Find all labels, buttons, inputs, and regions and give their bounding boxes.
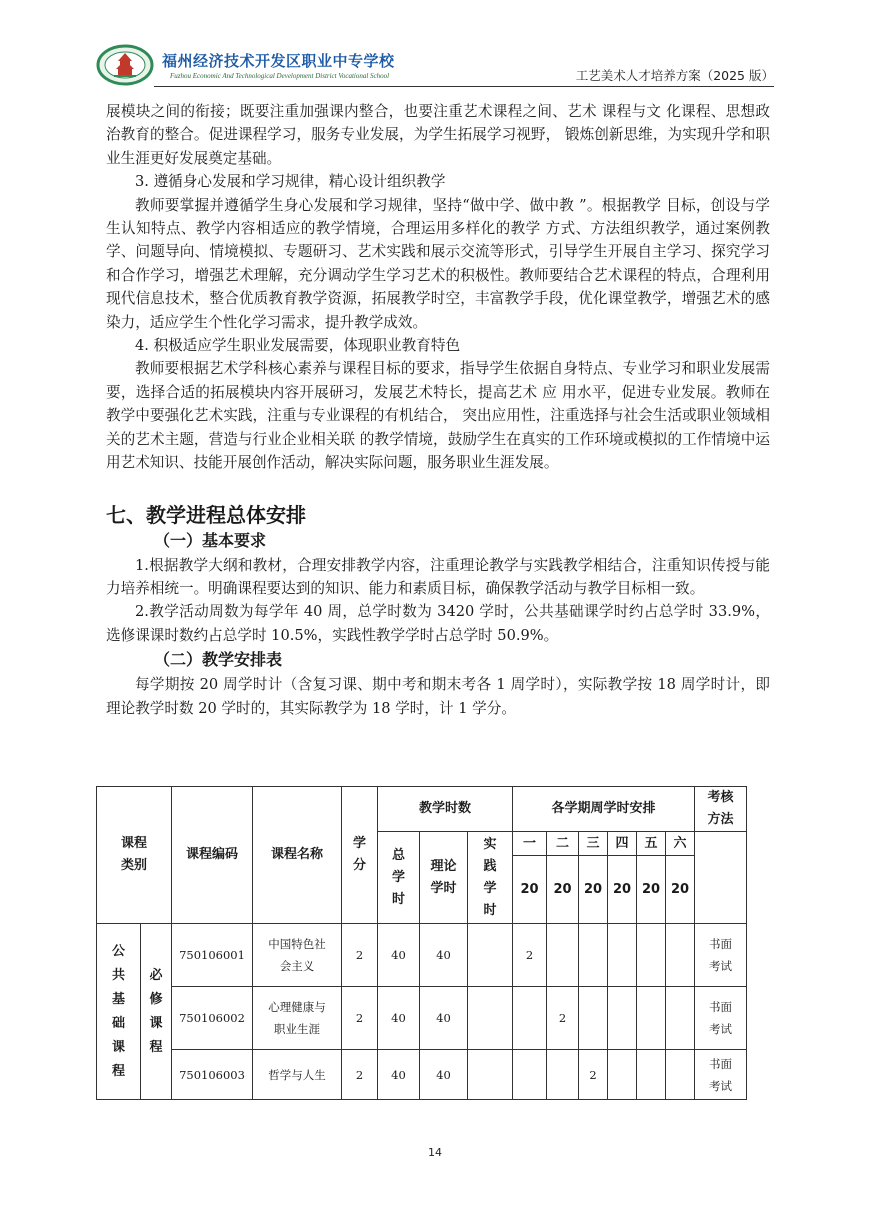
table-row (97, 924, 747, 987)
subsection-title: （一）基本要求 (154, 530, 267, 550)
header-theory: 理论学时 (420, 832, 468, 924)
semester-hours (637, 924, 666, 987)
header-semester-group: 各学期周学时安排 (513, 787, 695, 832)
header-code: 课程编码 (172, 787, 253, 924)
semester-hours: 2 (513, 924, 547, 987)
course-practice-hours (468, 924, 513, 987)
semester-weeks: 20 (637, 856, 666, 924)
page-number: 14 (428, 1146, 442, 1159)
semester-label: 四 (608, 832, 637, 856)
course-code: 750106002 (172, 987, 253, 1050)
header-name: 课程名称 (253, 787, 342, 924)
course-type: 必修课程 (141, 924, 172, 1100)
semester-hours: 2 (547, 987, 579, 1050)
semester-hours (637, 987, 666, 1050)
semester-hours (547, 1050, 579, 1100)
semester-hours (513, 987, 547, 1050)
header-total: 总学时 (378, 832, 420, 924)
requirement-item: 1.根据教学大纲和教材，合理安排教学内容，注重理论教学与实践教学相结合，注重知识传授与能力培养相统一。明确课程要达到的知识、能力和素质目标，确保教学活动与教学目标相一致。 (106, 556, 770, 597)
course-total-hours: 40 (378, 1050, 420, 1100)
header-divider (154, 86, 774, 87)
point-heading: 4. 积极适应学生职业发展需要，体现职业教育特色 (135, 337, 461, 355)
school-name-english: Fuzhou Economic And Technological Development District Vocational School (170, 72, 390, 80)
course-theory-hours: 40 (420, 1050, 468, 1100)
paragraph: 展模块之间的衔接；既要注重加强课内整合，也要注重艺术课程之间、艺术 课程与文 化课程、思想政治教育的整合。促进课程学习，服务专业发展，为学生拓展学习视野， 锻炼创新思维，为实现升学和职业生涯更好发展奠定基础。 (106, 103, 770, 167)
course-name: 心理健康与职业生涯 (253, 987, 342, 1050)
page-body (106, 100, 770, 720)
header-practice: 实践学时 (468, 832, 513, 924)
header-category: 课程类别 (97, 787, 172, 924)
table-row (97, 1050, 747, 1100)
course-theory-hours: 40 (420, 924, 468, 987)
paragraph: 教师要根据艺术学科核心素养与课程目标的要求，指导学生依据自身特点、专业学习和职业发展需要，选择合适的拓展模块内容开展研习，发展艺术特长，提高艺术 应 用水平，促进专业发展。教师在教学中要强化艺术实践，注重与专业课程的有机结合， 突出应用性，注重选择与社会生活或职业领域相关的艺术主题，营造与行业企业相关联 的教学情境，鼓励学生在真实的工作环境或模拟的工作情境中运用艺术知识、技能开展创作活动，解决实际问题，服务职业生涯发展。 (106, 360, 770, 472)
exam-method: 书面考试 (695, 924, 747, 987)
header-hours-group: 教学时数 (378, 787, 513, 832)
course-name: 哲学与人生 (253, 1050, 342, 1100)
course-credit: 2 (342, 924, 378, 987)
semester-weeks: 20 (547, 856, 579, 924)
course-code: 750106001 (172, 924, 253, 987)
paragraph: 教师要掌握并遵循学生身心发展和学习规律，坚持“做中学、做中教 ”。根据教学 目标，创设与学生认知特点、教学内容相适应的教学情境，合理运用多样化的教学 方式、方法组织教学，通过案例教学、问题导向、情境模拟、专题研习、艺术实践和展示交流等形式，引导学生开展自主学习、探究学习和合作学习，增强艺术理解，充分调动学生学习艺术的积极性。教师要结合艺术课程的特点，合理利用现代信息技术，整合优质教育教学资源，拓展教学时空，丰富教学手段，优化课堂教学，增强艺术的感染力，适应学生个性化学习需求，提升教学成效。 (106, 196, 770, 331)
semester-weeks: 20 (608, 856, 637, 924)
semester-label: 二 (547, 832, 579, 856)
page-header (96, 42, 774, 88)
course-total-hours: 40 (378, 987, 420, 1050)
semester-weeks: 20 (513, 856, 547, 924)
semester-hours (608, 924, 637, 987)
document-title: 工艺美术人才培养方案（2025 版） (575, 68, 774, 83)
course-name: 中国特色社会主义 (253, 924, 342, 987)
subsection-title: （二）教学安排表 (154, 650, 283, 670)
course-credit: 2 (342, 1050, 378, 1100)
semester-hours (579, 987, 608, 1050)
exam-method: 书面考试 (695, 1050, 747, 1100)
section-title: 七、教学进程总体安排 (106, 502, 306, 527)
course-theory-hours: 40 (420, 987, 468, 1050)
semester-hours (637, 1050, 666, 1100)
semester-hours (579, 924, 608, 987)
semester-hours (608, 1050, 637, 1100)
exam-method: 书面考试 (695, 987, 747, 1050)
semester-hours: 2 (579, 1050, 608, 1100)
semester-label: 一 (513, 832, 547, 856)
teaching-schedule-table (96, 786, 747, 1100)
semester-weeks: 20 (579, 856, 608, 924)
semester-hours (608, 987, 637, 1050)
point-heading: 3. 遵循身心发展和学习规律，精心设计组织教学 (135, 173, 446, 191)
semester-hours (547, 924, 579, 987)
course-practice-hours (468, 987, 513, 1050)
semester-weeks: 20 (666, 856, 695, 924)
school-name: 福州经济技术开发区职业中专学校 (162, 52, 395, 70)
semester-hours (666, 924, 695, 987)
semester-label: 五 (637, 832, 666, 856)
semester-label: 三 (579, 832, 608, 856)
semester-hours (666, 987, 695, 1050)
semester-hours (513, 1050, 547, 1100)
school-logo-icon (96, 44, 154, 86)
table-intro: 每学期按 20 周学时计（含复习课、期中考和期末考各 1 周学时），实际教学按 18 周学时计，即理论教学时数 20 学时的，其实际教学为 18 学时，计 1 学分。 (106, 676, 770, 717)
course-credit: 2 (342, 987, 378, 1050)
course-category: 公共基础课程 (97, 924, 141, 1100)
requirement-item: 2.教学活动周数为每学年 40 周，总学时数为 3420 学时，公共基础课学时约占总学时 33.9%，选修课课时数约占总学时 10.5%，实践性教学学时占总学时 50.9%。 (106, 603, 770, 644)
course-practice-hours (468, 1050, 513, 1100)
header-exam: 考核方法 (695, 787, 747, 832)
semester-label: 六 (666, 832, 695, 856)
semester-hours (666, 1050, 695, 1100)
course-code: 750106003 (172, 1050, 253, 1100)
header-exam-blank (695, 832, 747, 924)
course-total-hours: 40 (378, 924, 420, 987)
table-row (97, 987, 747, 1050)
header-credit: 学分 (342, 787, 378, 924)
